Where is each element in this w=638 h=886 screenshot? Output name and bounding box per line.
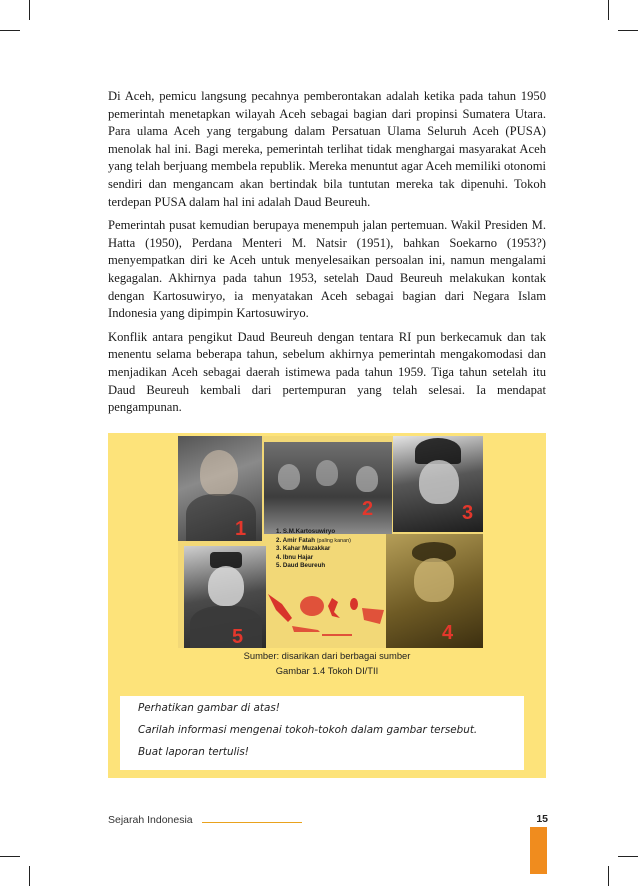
photo-number: 3 — [462, 502, 474, 524]
figure-source: Sumber: disarikan dari berbagai sumber — [243, 650, 411, 661]
paragraph: Di Aceh, pemicu langsung pecahnya pemberontakan adalah ketika pada tahun 1950 pemerintah menetapkan wilayah Aceh sebagai bagian dari propinsi Sumatera Utara. Para ulama Aceh yang tergabung dalam Persatuan Ulama Seluruh Aceh (PUSA) menolak hal ini. Bagi mereka, pemerintah terlihat tidak menghargai masyarakat Aceh yang telah berjuang membela republik. Mereka menuntut agar Aceh memiliki otonomi sendiri dan mengancam akan bertindak bila tuntutan mereka tak dipenuhi. Tokoh terdepan PUSA dalam hal ini adalah Daud Beureuh. — [108, 89, 546, 209]
photo-collage — [178, 436, 483, 648]
task-line: Carilah informasi mengenai tokoh-tokoh dalam gambar tersebut. — [138, 724, 478, 736]
body-text — [108, 88, 546, 423]
legend-item: 1. S.M.Kartosuwiryo — [276, 528, 336, 535]
figure-legend — [276, 528, 386, 571]
task-line: Buat laporan tertulis! — [138, 746, 249, 758]
indonesia-map-icon — [262, 584, 386, 638]
photo-ibnu-hajar — [386, 534, 483, 648]
photo-daud-beureuh — [184, 546, 266, 648]
photo-number: 1 — [235, 518, 247, 540]
page-number: 15 — [536, 813, 548, 825]
photo-number: 5 — [232, 626, 244, 648]
crop-mark — [29, 0, 30, 20]
legend-note: (paling kanan) — [316, 537, 351, 544]
crop-mark — [0, 856, 20, 857]
legend-item: 5. Daud Beureuh — [276, 562, 326, 570]
legend-item: 4. Ibnu Hajar — [276, 553, 314, 561]
figure-caption: Gambar 1.4 Tokoh DI/TII — [275, 665, 379, 676]
crop-mark — [0, 30, 20, 31]
paragraph: Konflik antara pengikut Daud Beureuh dengan tentara RI pun berkecamuk dan tak menentu selama beberapa tahun, sebelum akhirnya pemerintah mengakomodasi dan menjadikan Aceh sebagai daerah istimewa pada tahun 1959. Tiga tahun setelah itu Daud Beureuh kembali dari pertempuran yang telah selesai. Ia mendapat pengampunan. — [108, 329, 546, 415]
crop-mark — [618, 856, 638, 857]
paragraph: Pemerintah pusat kemudian berupaya menempuh jalan pertemuan. Wakil Presiden M. Hatta (1950), Perdana Menteri M. Natsir (1951), bahkan Soekarno (1953?) menyempatkan diri ke Aceh untuk menyelesaikan persoalan ini, namun mengalami kegagalan. Akhirnya pada tahun 1953, setelah Daud Beureuh melakukan kontak dengan Kartosuwiryo, ia menyatakan Aceh sebagai bagian dari Negara Islam Indonesia yang dipimpin Kartosuwiryo. — [108, 218, 546, 321]
photo-number: 4 — [442, 622, 454, 644]
crop-mark — [29, 866, 30, 886]
book-title: Sejarah Indonesia — [108, 814, 193, 826]
photo-number: 2 — [362, 498, 374, 520]
page-tab — [530, 827, 547, 874]
legend-item: 2. Amir Fatah — [276, 536, 315, 544]
crop-mark — [608, 0, 609, 20]
photo-kartosuwiryo — [178, 436, 262, 541]
figure-panel — [108, 433, 546, 778]
legend-item: 3. Kahar Muzakkar — [276, 545, 331, 553]
crop-mark — [618, 30, 638, 31]
footer-rule — [202, 822, 302, 823]
crop-mark — [608, 866, 609, 886]
task-box — [120, 696, 524, 770]
task-line: Perhatikan gambar di atas! — [138, 702, 280, 714]
